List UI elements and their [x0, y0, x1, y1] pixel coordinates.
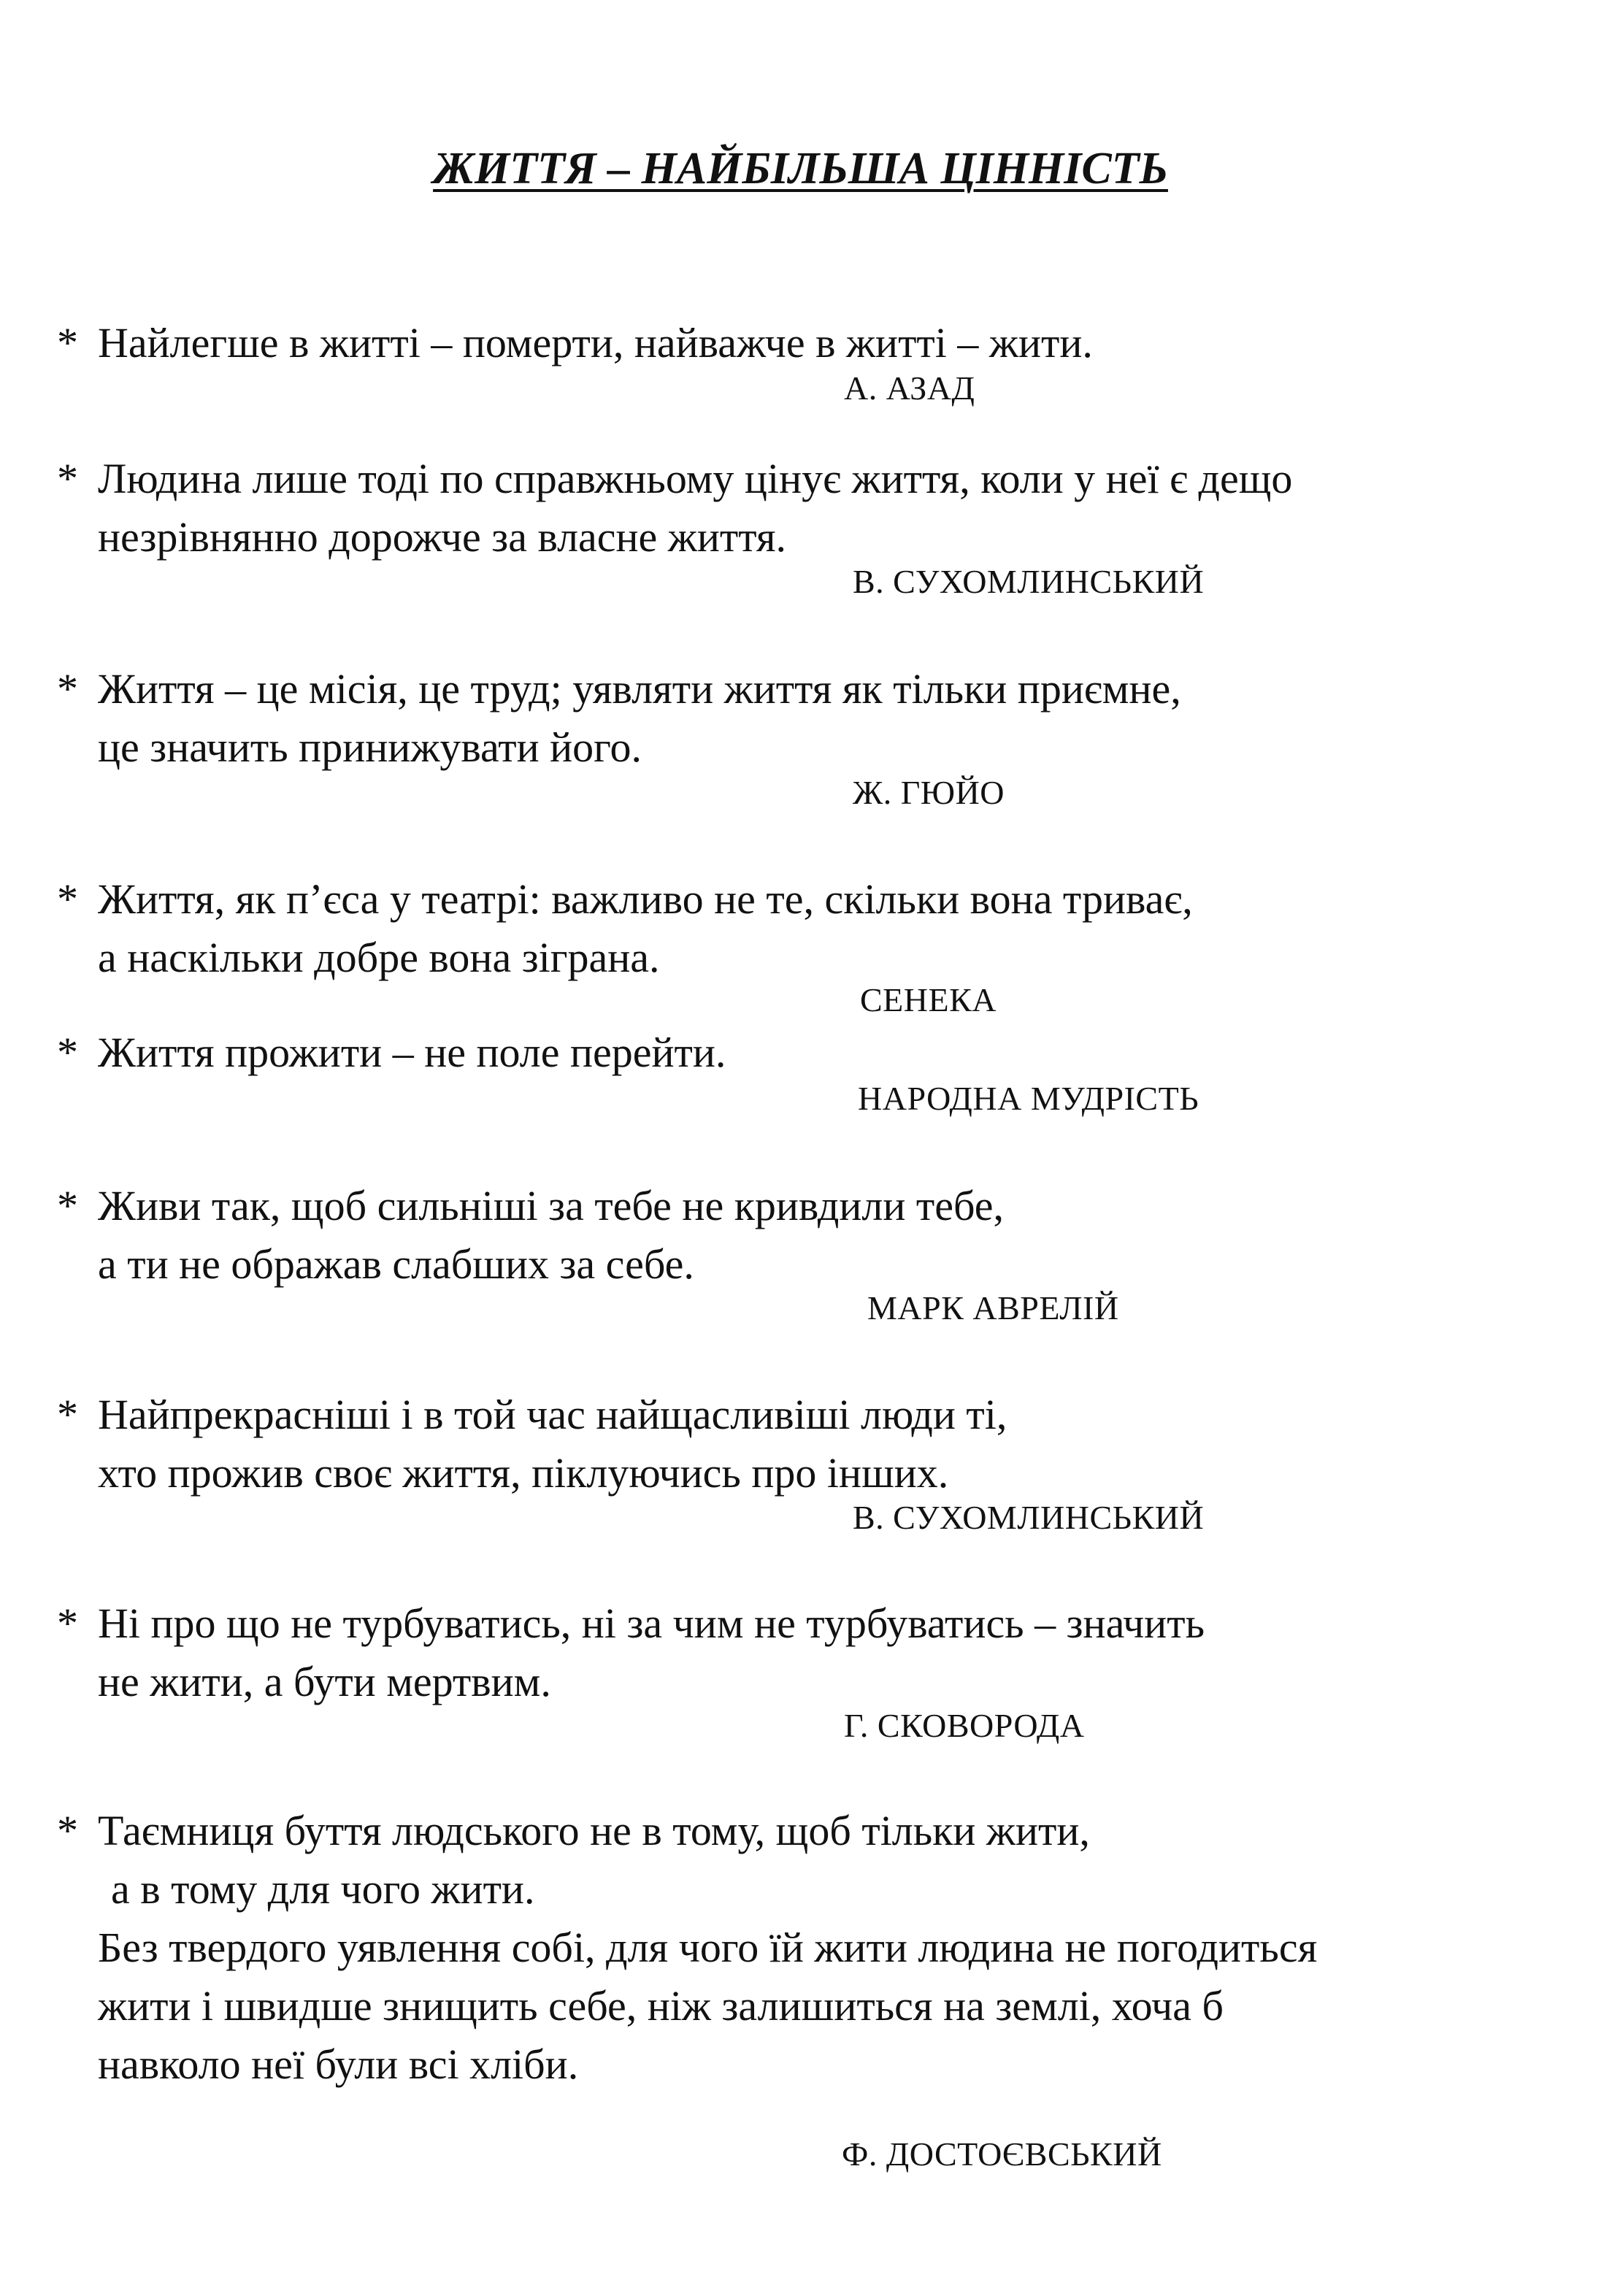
bullet-asterisk-icon: * — [57, 455, 78, 502]
quote-author: Г. СКОВОРОДА — [844, 1707, 1085, 1744]
quote-author: А. АЗАД — [844, 369, 975, 407]
quote-line — [57, 2035, 1317, 2094]
quote-text: а ти не ображав слабших за себе. — [98, 1240, 694, 1288]
bullet-asterisk-icon: * — [57, 1182, 78, 1229]
quote-line — [57, 1802, 1317, 1860]
quote-author: Ф. ДОСТОЄВСЬКИЙ — [842, 2135, 1162, 2173]
quote-text: Живи так, щоб сильніші за тебе не кривдили тебе, — [98, 1182, 1004, 1229]
bullet-asterisk-icon: * — [57, 319, 78, 366]
quote-text: не жити, а бути мертвим. — [98, 1658, 551, 1705]
quote-line — [57, 1386, 1007, 1444]
quote-line — [57, 1444, 1007, 1502]
quote-text: а в тому для чого жити. — [111, 1865, 535, 1913]
quote-text: Без твердого уявлення собі, для чого їй жити людина не погодиться — [98, 1924, 1318, 1971]
quote-block — [57, 870, 1193, 987]
quote-line — [57, 660, 1181, 718]
quote-text: навколо неї були всі хліби. — [98, 2040, 579, 2088]
bullet-asterisk-icon: * — [57, 875, 78, 923]
quote-block — [57, 1177, 1004, 1294]
quote-text: Найлегше в житті – померти, найважче в житті – жити. — [98, 319, 1093, 366]
quote-block — [57, 1594, 1205, 1711]
quote-line — [57, 1860, 1317, 1919]
quote-line — [57, 314, 1093, 372]
quote-text: Ні про що не турбуватись, ні за чим не турбуватись – значить — [98, 1600, 1205, 1647]
quote-text: жити і швидше знищить себе, ніж залишиться на землі, хоча б — [98, 1982, 1224, 2030]
quote-author: В. СУХОМЛИНСЬКИЙ — [853, 1499, 1205, 1536]
quote-line — [57, 718, 1181, 777]
quote-text: а наскільки добре вона зіграна. — [98, 934, 660, 981]
quote-line — [57, 870, 1193, 929]
quote-line — [57, 1024, 726, 1082]
quote-line — [57, 508, 1292, 567]
quote-line — [57, 450, 1292, 508]
quote-text: хто прожив своє життя, піклуючись про інших. — [98, 1449, 949, 1497]
quote-block — [57, 660, 1181, 777]
quote-block — [57, 314, 1093, 372]
quote-author: МАРК АВРЕЛІЙ — [867, 1289, 1119, 1326]
quote-line — [57, 1919, 1317, 1977]
bullet-asterisk-icon: * — [57, 665, 78, 713]
quote-line — [57, 1594, 1205, 1653]
quote-text: незрівнянно дорожче за власне життя. — [98, 513, 787, 561]
quote-author: СЕНЕКА — [860, 981, 997, 1018]
quote-text: Таємниця буття людського не в тому, щоб тільки жити, — [98, 1807, 1090, 1854]
quote-block — [57, 1802, 1317, 2094]
page-title: ЖИТТЯ – НАЙБІЛЬША ЦІННІСТЬ — [433, 144, 1168, 193]
quote-line — [57, 1235, 1004, 1294]
bullet-asterisk-icon: * — [57, 1807, 78, 1854]
quote-text: Життя прожити – не поле перейти. — [98, 1029, 726, 1076]
quote-author: Ж. ГЮЙО — [853, 774, 1005, 811]
quote-text: це значить принижувати його. — [98, 723, 642, 771]
quote-author: В. СУХОМЛИНСЬКИЙ — [853, 563, 1205, 600]
quote-text: Людина лише тоді по справжньому цінує життя, коли у неї є дещо — [98, 455, 1293, 502]
quote-text: Життя – це місія, це труд; уявляти життя як тільки приємне, — [98, 665, 1181, 713]
quote-text: Життя, як п’єса у театрі: важливо не те, скільки вона триває, — [98, 875, 1193, 923]
quote-author: НАРОДНА МУДРІСТЬ — [858, 1080, 1199, 1117]
bullet-asterisk-icon: * — [57, 1029, 78, 1076]
quote-block — [57, 1386, 1007, 1502]
quote-text: Найпрекрасніші і в той час найщасливіші люди ті, — [98, 1391, 1007, 1438]
quote-line — [57, 1653, 1205, 1711]
bullet-asterisk-icon: * — [57, 1600, 78, 1647]
quote-block — [57, 450, 1292, 567]
quote-line — [57, 1177, 1004, 1235]
quote-line — [57, 929, 1193, 987]
bullet-asterisk-icon: * — [57, 1391, 78, 1438]
quote-block — [57, 1024, 726, 1082]
quote-line — [57, 1977, 1317, 2035]
